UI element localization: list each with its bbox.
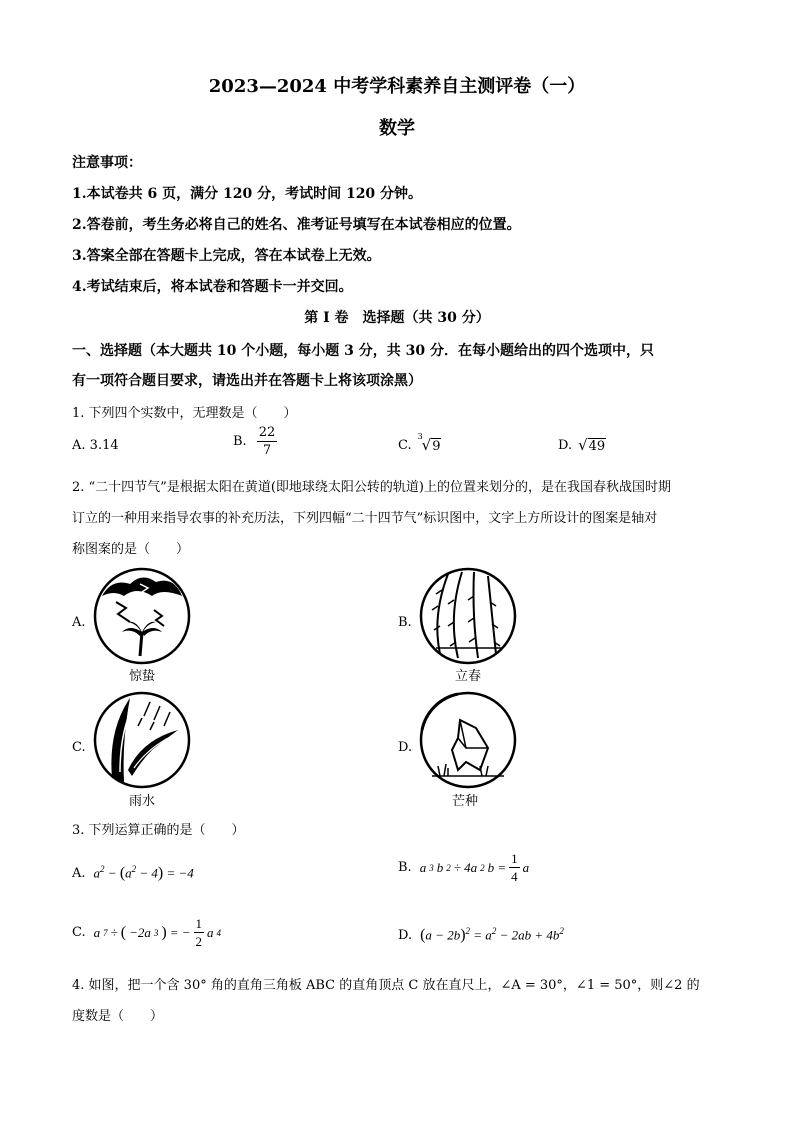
q1-option-b (233, 426, 277, 457)
root-index: 3 (417, 432, 423, 441)
radicand: 49 (588, 439, 606, 454)
square-root: √49 (578, 436, 606, 454)
math-expression: $a^2 - (a^2 - 4) = -4$ (93, 864, 194, 882)
option-value: 3.14 (89, 438, 119, 453)
q2-line3: 称图案的是（ ） (72, 542, 190, 557)
option-label: D. (398, 927, 413, 943)
yushui-emblem (92, 690, 192, 790)
option-label: B. (233, 434, 247, 449)
q3-option-a (72, 864, 194, 882)
notice-item: 1.本试卷共 6 页，满分 120 分，考试时间 120 分钟。 (72, 186, 423, 202)
section-heading-line2: 有一项符合题目要求，请选出并在答题卡上将该项涂黑） (72, 373, 422, 389)
caption-yushui: 雨水 (128, 794, 155, 809)
math-expression: a 3 b 2 ÷ 4a 2 b = $\frac{1}{4}$ a (419, 851, 530, 884)
q2-line2: 订立的一种用来指导农事的补充历法，下列四幅“二十四节气”标识图中，文字上方所设计的图案是轴对 (72, 511, 658, 526)
q4-line1: 4. 如图，把一个含 30° 角的直角三角板 ABC 的直角顶点 C 放在直尺上，∠A = 30°，∠1 = 50°，则∠2 的 (72, 978, 700, 993)
option-label: A. (72, 438, 86, 453)
caption-lichun: 立春 (454, 669, 481, 684)
q3-option-d (398, 926, 564, 944)
q2-option-b-label: B. (398, 615, 412, 630)
option-label: D. (558, 437, 573, 453)
q3-option-b (398, 852, 529, 883)
jingzhe-emblem (92, 566, 192, 666)
section-heading-line1: 一、选择题（本大题共 10 个小题，每小题 3 分，共 30 分．在每小题给出的四个选项中，只 (72, 343, 654, 359)
part-title: 第 I 卷 选择题（共 30 分） (304, 310, 490, 326)
math-expression: a 7 ÷ ( −2a 3 ) = − $\frac{1}{2}$ a 4 (93, 916, 221, 949)
q2-option-d-label: D. (398, 740, 413, 755)
q4-line2: 度数是（ ） (72, 1009, 164, 1024)
fraction-denominator: 7 (262, 443, 272, 458)
q3-stem: 3. 下列运算正确的是（ ） (72, 823, 245, 838)
option-label: A. (72, 865, 86, 881)
notice-item: 3.答案全部在答题卡上完成，答在本试卷上无效。 (72, 248, 381, 264)
q1-option-c (398, 432, 441, 454)
math-expression: $(a - 2b)^2 = a^2 - 2ab + 4b^2$ (420, 926, 564, 944)
fraction-numerator: 22 (258, 425, 276, 440)
notice-heading: 注意事项： (72, 155, 142, 171)
lichun-emblem (418, 566, 518, 666)
q1-option-a (72, 438, 119, 453)
option-label: C. (398, 437, 412, 453)
notice-item: 4.考试结束后，将本试卷和答题卡一并交回。 (72, 279, 353, 295)
caption-jingzhe: 惊蛰 (128, 669, 155, 684)
option-label: B. (398, 860, 412, 875)
subject-title: 数学 (379, 118, 415, 139)
q2-line1: 2. “二十四节气”是根据太阳在黄道(即地球绕太阳公转的轨道)上的位置来划分的，是在我国春秋战国时期 (72, 480, 671, 495)
fraction-22-7 (257, 426, 278, 457)
radicand: 9 (432, 439, 441, 454)
q1-option-d (558, 436, 606, 454)
mangzhong-emblem (418, 690, 518, 790)
exam-title: 2023—2024 中考学科素养自主测评卷（一） (208, 76, 586, 97)
q3-option-c (72, 917, 221, 948)
option-label: C. (72, 925, 86, 940)
notice-item: 2.答卷前，考生务必将自己的姓名、准考证号填写在本试卷相应的位置。 (72, 217, 521, 233)
q2-option-c-label: C. (72, 740, 86, 755)
caption-mangzhong: 芒种 (451, 794, 478, 809)
q2-option-a-label: A. (72, 615, 86, 630)
cube-root: 3 √9 (417, 432, 441, 454)
q1-stem: 1. 下列四个实数中，无理数是（ ） (72, 406, 297, 421)
